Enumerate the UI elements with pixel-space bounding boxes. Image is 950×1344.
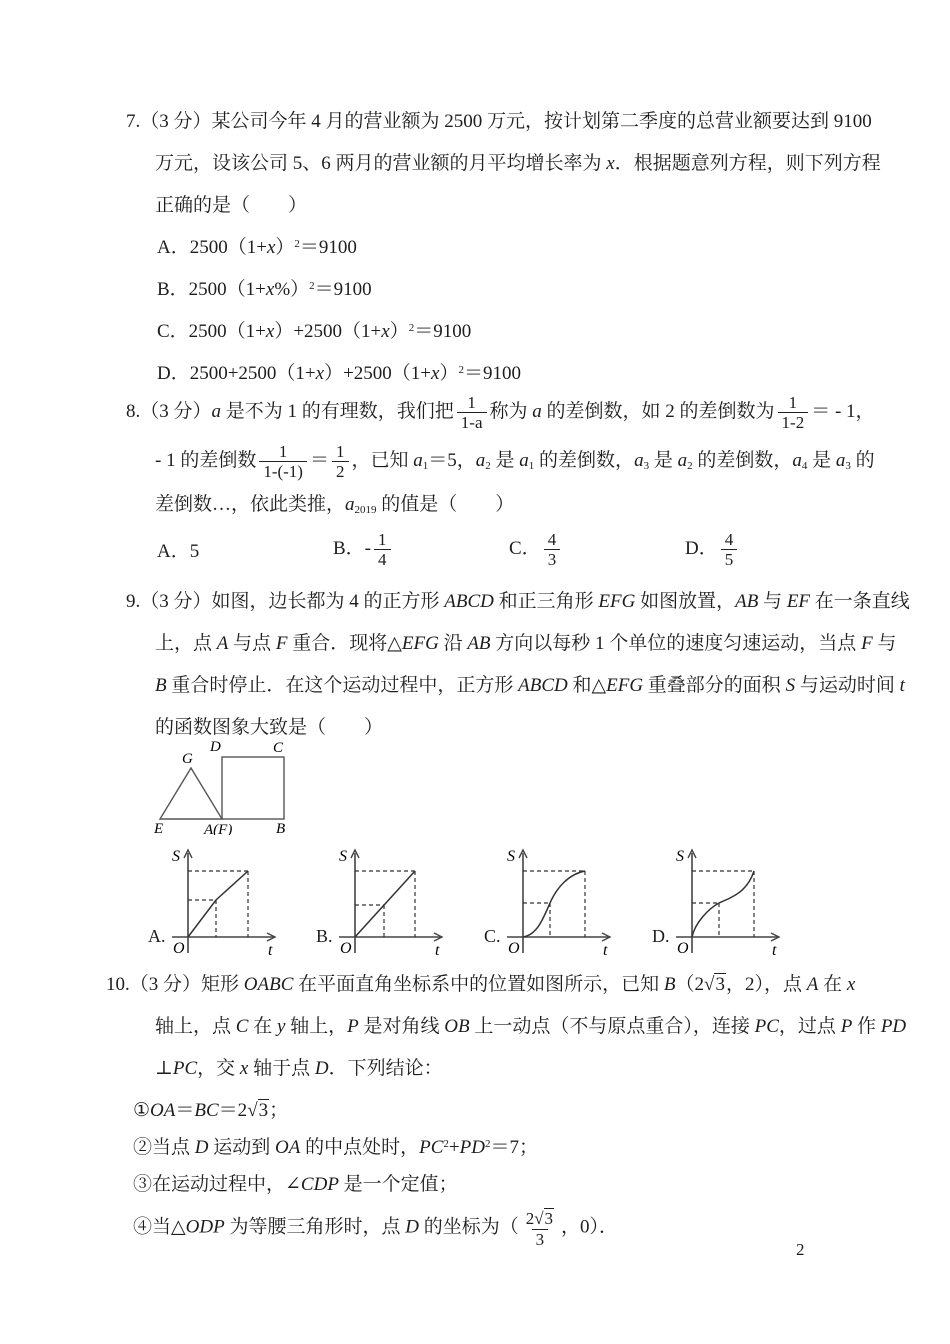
axis-s-label: S [171,848,180,866]
text-line: ⊥PC，交 x 轴于点 D．下列结论： [155,1058,443,1080]
fraction: $\frac{1}{4}$ [374,530,391,569]
option-cell: B．- $\frac{1}{4}$ [333,528,509,571]
origin-label: O [676,940,689,958]
text-line: 7.（3 分）某公司今年 4 月的营业额为 2500 万元，按计划第二季度的总营业额要达到 9100 [126,111,872,132]
curve [692,871,754,937]
origin-label: O [507,940,520,958]
question-7 [126,106,936,385]
label-b: B [276,821,286,836]
axis-s-label: S [675,848,684,866]
fraction: 2 √ 3 3 [525,1209,554,1249]
text-line: ②当点 D 运动到 OA 的中点处时，$PC^2+PD^2=7$； [133,1137,538,1159]
fraction: $\frac{1}{1-2}$ [778,393,809,432]
geometry-figure [152,735,322,835]
axis-s-label: S [506,848,515,866]
text-line: 9.（3 分）如图，边长都为 4 的正方形 ABCD 和正三角形 EFG 如图放置，AB 与 EF 在一条直线 [126,591,910,613]
origin-label: O [172,940,185,958]
fraction: $\frac{1}{2}$ [332,442,349,481]
sqrt-expression: √ 3 [534,1209,554,1229]
curve [523,871,585,937]
axis-s-label: S [338,848,347,866]
graph-b [335,845,460,963]
axis-t-label: t [434,942,439,960]
text-line: D．$2500+2500(1+x)+2500(1+x)^2=9100$ [157,363,521,384]
text-line: - 1 的差倒数 $\frac{1}{1-(-1)}$ ＝ $\frac{1}{2}$ ，已知 a1＝5，a2 是 a1 的差倒数，a3 是 a2 的差倒数，a4 是 a3 的 [155,442,875,482]
graph-option-c [484,845,652,963]
text-line: 上，点 A 与点 F 重合．现将△EFG 沿 AB 方向以每秒 1 个单位的速度匀速运动，当点 F 与 [155,633,897,655]
fraction: $\frac{1}{1-(-1)}$ [259,442,307,481]
graph-option-label: C. [484,926,501,947]
label-e: E [154,821,164,836]
label-af: A(F) [204,822,233,836]
text-line: 的函数图象大致是（ ） [155,717,384,739]
option-cell: D． $\frac{4}{5}$ [685,528,861,571]
text-line: 正确的是（ ） [155,195,308,216]
text-line: 万元，设该公司 5、6 两月的营业额的月平均增长率为 x．根据题意列方程，则下列方程 [155,153,881,174]
text-line: B．$2500(1+x\%)^2=9100$ [157,279,372,300]
curve [355,871,415,937]
text-line: B 重合时停止．在这个运动过程中，正方形 ABCD 和△EFG 重叠部分的面积 S 与运动时间 t [155,675,905,697]
text-line: ①OA＝BC＝2 √ 3 ； [133,1100,289,1122]
graph-option-label: A. [148,926,166,947]
graph-d [672,845,797,963]
text-line: C．$2500(1+x)+2500(1+x)^2=9100$ [157,321,472,342]
text-line: 10.（3 分）矩形 OABC 在平面直角坐标系中的位置如图所示，已知 B（2 √ 3 ，2），点 A 在 x [106,974,856,996]
fraction: $\frac{4}{3}$ [544,530,561,569]
text-line: ④当△ODP 为等腰三角形时，点 D 的坐标为（ 2 √ 3 3 ，0）． [133,1209,619,1249]
square-abcd [222,757,284,819]
text-line: 8.（3 分）a 是不为 1 的有理数，我们把 $\frac{1}{1-a}$ 称为 a 的差倒数，如 2 的差倒数为 $\frac{1}{1-2}$ ＝ - 1， [126,393,875,433]
origin-label: O [339,940,352,958]
options-row [157,528,936,571]
label-c: C [273,740,284,757]
question-8 [126,391,936,571]
axis-t-label: t [602,942,607,960]
question-9-text [126,586,936,739]
curve [188,871,248,937]
text-line: 差倒数…，依此类推，a2019 的值是（ ） [155,494,515,517]
label-g: G [182,751,193,768]
graph-option-label: B. [316,926,333,947]
option-cell: C． $\frac{4}{3}$ [509,528,685,571]
page-number: 2 [796,1240,805,1259]
graph-c [503,845,628,963]
graph-options-row [148,845,936,963]
fraction: $\frac{1}{1-a}$ [457,393,487,432]
axis-t-label: t [771,942,776,960]
graph-option-a [148,845,316,963]
sqrt-expression: √ 3 [704,974,725,996]
question-9 [126,586,936,963]
text-line: 轴上，点 C 在 y 轴上，P 是对角线 OB 上一动点（不与原点重合），连接 PC，过点 P 作 PD [155,1016,907,1038]
geometry-figure-wrap [152,735,936,841]
text-line: ③在运动过程中，∠CDP 是一个定值； [133,1174,458,1196]
graph-option-label: D. [652,926,670,947]
fraction: $\frac{4}{5}$ [721,530,738,569]
graph-option-d [652,845,820,963]
graph-option-b [316,845,484,963]
question-10 [106,969,936,1251]
sqrt-expression: √ 3 [247,1100,269,1122]
text-line: A．$2500(1+x)^2=9100$ [157,237,357,258]
axis-t-label: t [267,942,272,960]
graph-a [168,845,293,963]
label-d: D [210,739,221,756]
triangle-efg [160,768,222,819]
option-cell: A．5 [157,541,200,563]
